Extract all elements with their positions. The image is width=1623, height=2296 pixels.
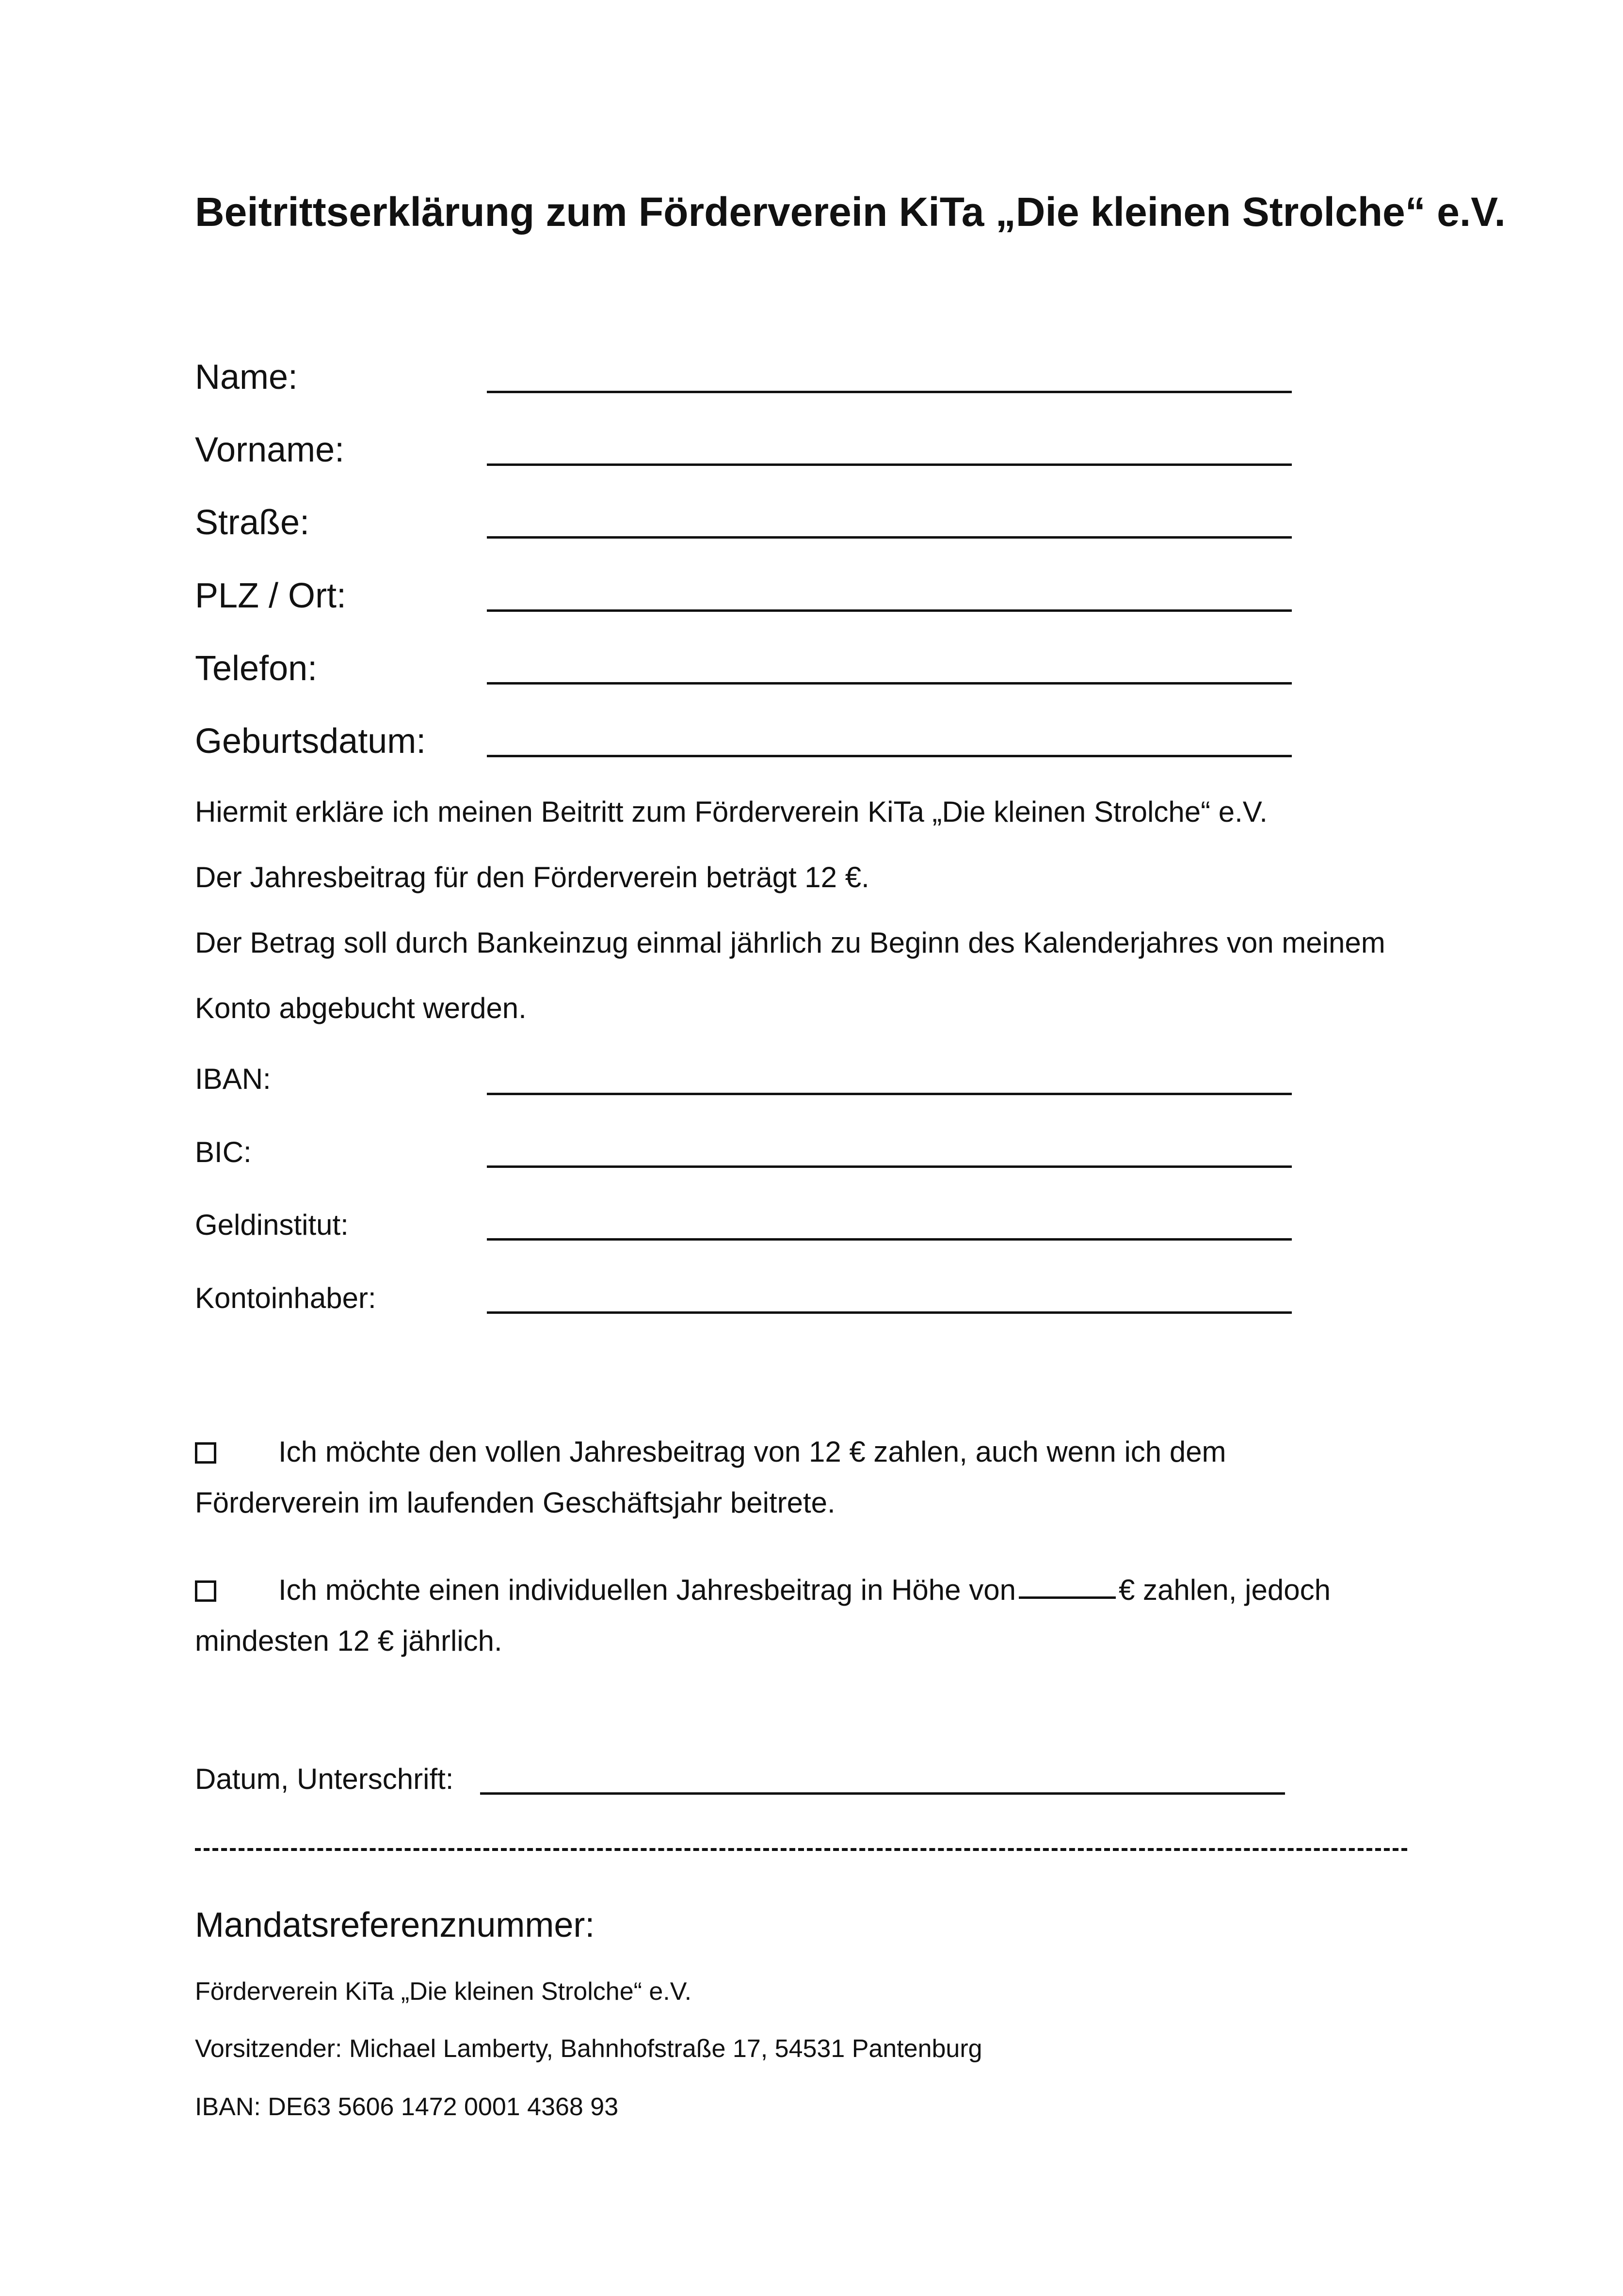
footer-iban: IBAN: DE63 5606 1472 0001 4368 93 (195, 2093, 619, 2121)
telefon-input-line[interactable] (487, 682, 1292, 685)
option-individual-row (195, 1576, 1331, 1605)
option-full-text-2: Förderverein im laufenden Geschäftsjahr beitrete. (195, 1486, 836, 1519)
signature-label: Datum, Unterschrift: (195, 1763, 454, 1795)
amount-input-blank[interactable] (1019, 1596, 1116, 1599)
geburtsdatum-input-line[interactable] (487, 755, 1292, 757)
option-individual-text-before: Ich möchte einen individuellen Jahresbeitrag in Höhe von (278, 1574, 1016, 1606)
footer-organisation: Förderverein KiTa „Die kleinen Strolche“ e.V. (195, 1977, 692, 2006)
mandate-reference-label: Mandatsreferenznummer: (195, 1906, 595, 1945)
footer-chair-address: Vorsitzender: Michael Lamberty, Bahnhofstraße 17, 54531 Pantenburg (195, 2035, 982, 2063)
option-individual-text-2: mindesten 12 € jährlich. (195, 1625, 502, 1657)
label-geldinstitut: Geldinstitut: (195, 1209, 349, 1241)
iban-input-line[interactable] (487, 1093, 1292, 1095)
option-full-text-1: Ich möchte den vollen Jahresbeitrag von 12 € zahlen, auch wenn ich dem (278, 1435, 1226, 1468)
option-individual-text-after: € zahlen, jedoch (1118, 1574, 1331, 1606)
name-input-line[interactable] (487, 391, 1292, 393)
label-iban: IBAN: (195, 1063, 271, 1095)
label-bic: BIC: (195, 1136, 252, 1168)
label-geburtsdatum: Geburtsdatum: (195, 722, 426, 761)
form-title: Beitrittserklärung zum Förderverein KiTa „Die kleinen Strolche“ e.V. (195, 189, 1506, 235)
declaration-line-1: Hiermit erkläre ich meinen Beitritt zum Förderverein KiTa „Die kleinen Strolche“ e.V. (195, 796, 1268, 828)
cut-separator (195, 1848, 1407, 1851)
declaration-line-4: Konto abgebucht werden. (195, 992, 527, 1024)
kontoinhaber-input-line[interactable] (487, 1311, 1292, 1314)
option-full-checkbox[interactable] (195, 1442, 216, 1464)
label-name: Name: (195, 358, 298, 397)
option-full-row (195, 1437, 1226, 1467)
option-individual-checkbox[interactable] (195, 1580, 216, 1602)
declaration-line-3: Der Betrag soll durch Bankeinzug einmal jährlich zu Beginn des Kalenderjahres von meinem (195, 926, 1385, 959)
vorname-input-line[interactable] (487, 463, 1292, 466)
label-strasse: Straße: (195, 503, 310, 542)
bic-input-line[interactable] (487, 1165, 1292, 1168)
signature-input-line[interactable] (480, 1792, 1285, 1795)
geldinstitut-input-line[interactable] (487, 1238, 1292, 1241)
label-kontoinhaber: Kontoinhaber: (195, 1282, 376, 1314)
plz-ort-input-line[interactable] (487, 609, 1292, 612)
strasse-input-line[interactable] (487, 536, 1292, 539)
label-vorname: Vorname: (195, 430, 345, 469)
declaration-line-2: Der Jahresbeitrag für den Förderverein beträgt 12 €. (195, 861, 869, 893)
label-plz-ort: PLZ / Ort: (195, 576, 347, 615)
label-telefon: Telefon: (195, 649, 318, 688)
